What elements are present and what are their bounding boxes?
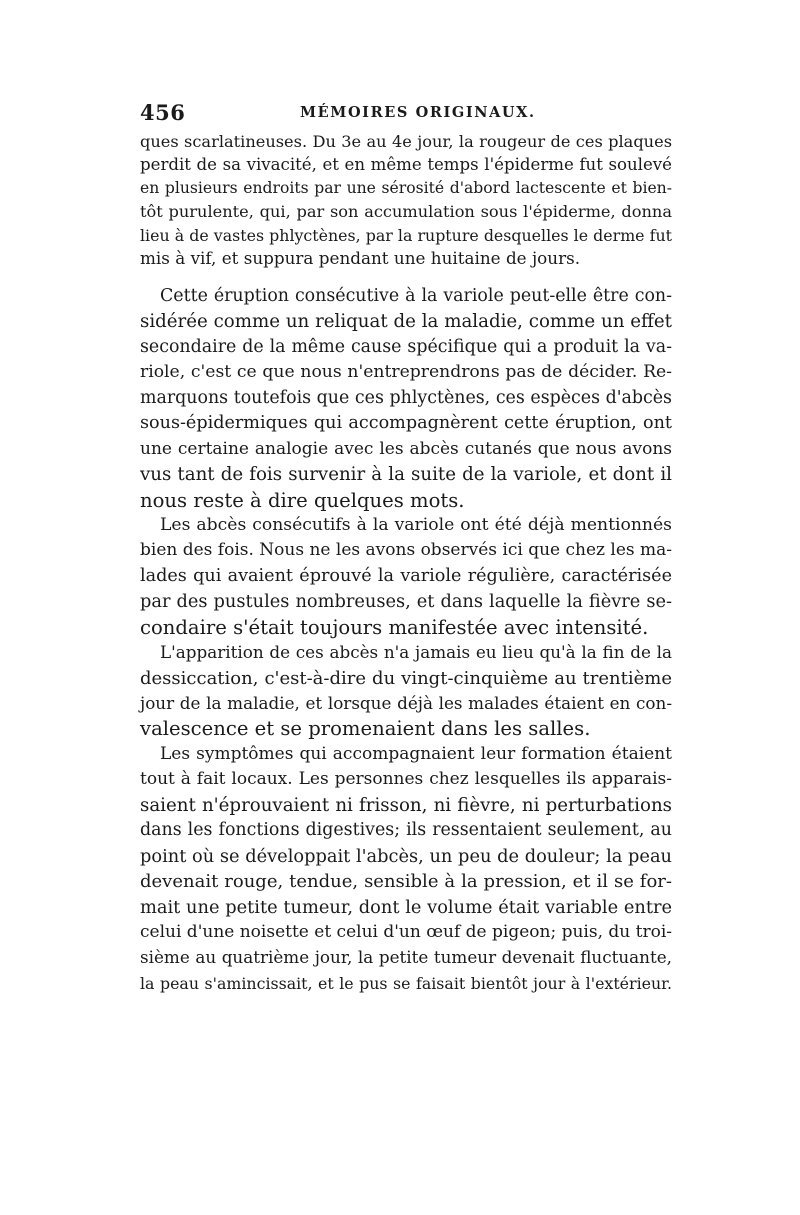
text-line: condaire s'était toujours manifestée avec intensité.	[140, 615, 649, 639]
text-line: marquons toutefois que ces phlyctènes, ces espèces d'abcès	[140, 387, 672, 408]
running-head: MÉMOIRES ORIGINAUX.	[300, 104, 536, 121]
paragraph-abces	[140, 513, 672, 640]
text-line: lieu à de vastes phlyctènes, par la rupture desquelles le derme fut	[140, 225, 672, 245]
text-line: dessiccation, c'est-à-dire du vingt-cinquième au trentième	[140, 667, 672, 689]
text-line: une certaine analogie avec les abcès cutanés que nous avons	[140, 438, 672, 459]
text-line: nous reste à dire quelques mots.	[140, 488, 465, 512]
text-line: en plusieurs endroits par une sérosité d'abord lactescente et bien-	[140, 178, 672, 197]
continued-paragraph	[140, 130, 672, 270]
page-header	[140, 100, 670, 128]
text-line: point où se développait l'abcès, un peu de douleur; la peau	[140, 845, 672, 867]
text-line: devenait rouge, tendue, sensible à la pression, et il se for-	[140, 871, 672, 893]
text-line: tôt purulente, qui, par son accumulation sous l'épiderme, donna	[140, 202, 672, 222]
text-line: sième au quatrième jour, la petite tumeur devenait fluctuante,	[140, 947, 672, 968]
text-line: Cette éruption consécutive à la variole peut-elle être con-	[160, 286, 672, 306]
text-line: la peau s'amincissait, et le pus se faisait bientôt jour à l'extérieur.	[140, 973, 672, 993]
text-line: mis à vif, et suppura pendant une huitaine de jours.	[140, 247, 581, 268]
text-line: jour de la maladie, et lorsque déjà les malades étaient en con-	[140, 693, 672, 713]
text-line: lades qui avaient éprouvé la variole régulière, caractérisée	[140, 565, 672, 586]
text-line: riole, c'est ce que nous n'entreprendrons pas de décider. Re-	[140, 362, 672, 383]
text-line: par des pustules nombreuses, et dans laquelle la fièvre se-	[140, 591, 672, 613]
text-line: tout à fait locaux. Les personnes chez lesquelles ils apparais-	[140, 769, 672, 790]
text-line: bien des fois. Nous ne les avons observés ici que chez les ma-	[140, 540, 673, 561]
text-line: sidérée comme un reliquat de la maladie, comme un effet	[140, 311, 672, 333]
text-line: ques scarlatineuses. Du 3e au 4e jour, la rougeur de ces plaques	[140, 132, 672, 151]
text-line: saient n'éprouvaient ni frisson, ni fièvre, ni perturbations	[140, 794, 672, 816]
text-line: Les abcès consécutifs à la variole ont été déjà mentionnés	[160, 514, 672, 535]
paragraph-eruption	[140, 284, 672, 513]
text-line: L'apparition de ces abcès n'a jamais eu lieu qu'à la fin de la	[160, 642, 672, 663]
text-line: mait une petite tumeur, dont le volume était variable entre	[140, 896, 672, 918]
main-text	[140, 284, 672, 996]
text-line: valescence et se promenaient dans les salles.	[140, 717, 591, 741]
text-line: vus tant de fois survenir à la suite de la variole, et dont il	[140, 464, 672, 486]
text-line: sous-épidermiques qui accompagnèrent cette éruption, ont	[140, 413, 672, 434]
paragraph-apparition	[140, 640, 672, 742]
page-number: 456	[140, 100, 186, 125]
text-line: dans les fonctions digestives; ils ressentaient seulement, au	[140, 820, 672, 841]
text-line: Les symptômes qui accompagnaient leur formation étaient	[160, 743, 672, 764]
text-line: secondaire de la même cause spécifique qui a produit la va-	[140, 336, 672, 357]
paragraph-symptomes	[140, 742, 672, 996]
text-line: celui d'une noisette et celui d'un œuf de pigeon; puis, du troi-	[140, 921, 673, 942]
text-line: perdit de sa vivacité, et en même temps l'épiderme fut soulevé	[140, 155, 672, 175]
